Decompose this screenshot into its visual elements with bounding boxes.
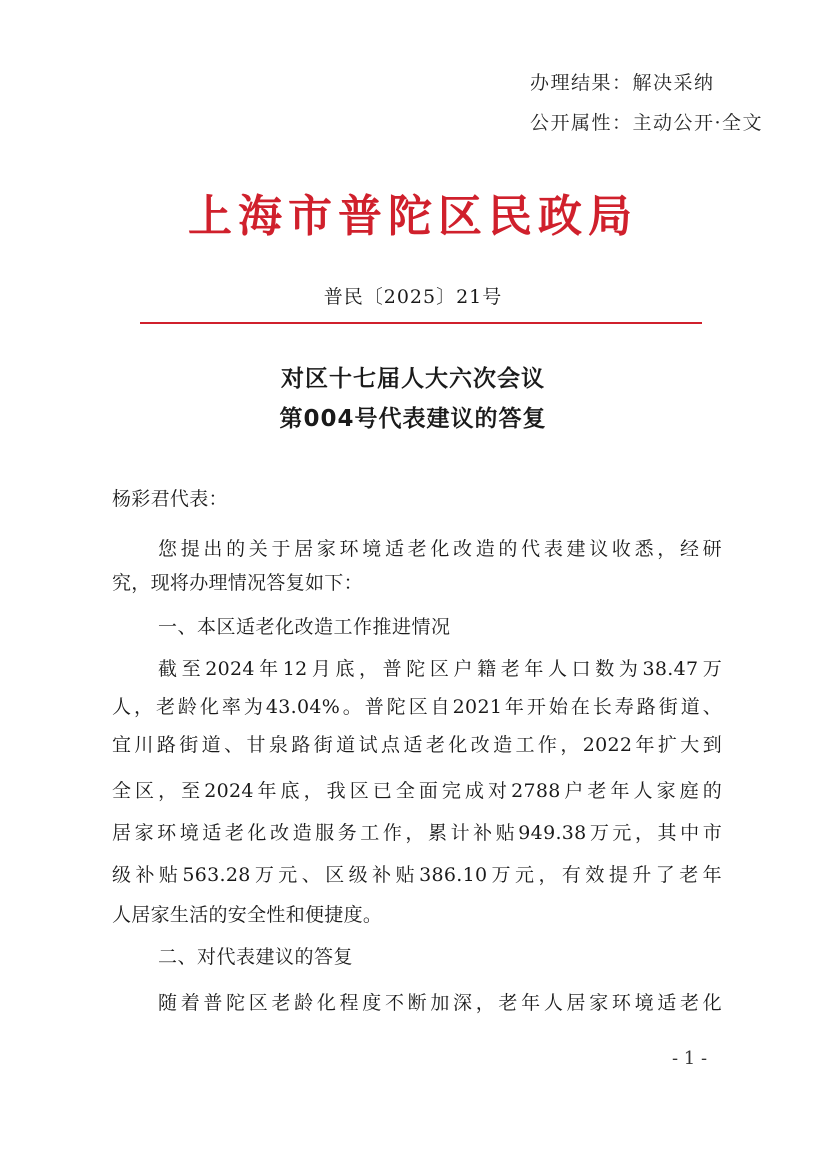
disclosure-attribute: 公开属性：主动公开·全文 xyxy=(530,112,764,134)
red-divider xyxy=(140,322,702,324)
document-title-line-1: 对区十七届人大六次会议 xyxy=(281,366,545,392)
salutation: 杨彩君代表： xyxy=(112,488,228,510)
paragraph-2-line: 截至2024年12月底，普陀区户籍老年人口数为38.47万 xyxy=(158,658,722,680)
agency-name: 上海市普陀区民政局 xyxy=(188,191,638,242)
page-number: - 1 - xyxy=(672,1048,708,1069)
paragraph-2-line: 级补贴563.28万元、区级补贴386.10万元，有效提升了老年 xyxy=(112,864,722,886)
paragraph-2-line: 人，老龄化率为43.04%。普陀区自2021年开始在长寿路街道、 xyxy=(112,696,722,718)
paragraph-2-line: 居家环境适老化改造服务工作，累计补贴949.38万元，其中市 xyxy=(112,822,722,844)
paragraph-2-line: 全区，至2024年底，我区已全面完成对2788户老年人家庭的 xyxy=(112,780,722,802)
paragraph-1-line: 究，现将办理情况答复如下： xyxy=(112,572,363,594)
section-heading-1: 一、本区适老化改造工作推进情况 xyxy=(158,616,451,638)
paragraph-2-line: 宜川路街道、甘泉路街道试点适老化改造工作，2022年扩大到 xyxy=(112,734,722,756)
section-heading-2: 二、对代表建议的答复 xyxy=(158,946,354,968)
document-number: 普民〔2025〕21号 xyxy=(323,286,503,308)
paragraph-2-line: 人居家生活的安全性和便捷度。 xyxy=(112,904,383,926)
result-status: 办理结果：解决采纳 xyxy=(530,72,715,94)
document-title-line-2: 第004号代表建议的答复 xyxy=(279,406,547,432)
paragraph-1-line: 您提出的关于居家环境适老化改造的代表建议收悉，经研 xyxy=(158,538,722,560)
paragraph-3-line: 随着普陀区老龄化程度不断加深，老年人居家环境适老化 xyxy=(158,992,722,1014)
